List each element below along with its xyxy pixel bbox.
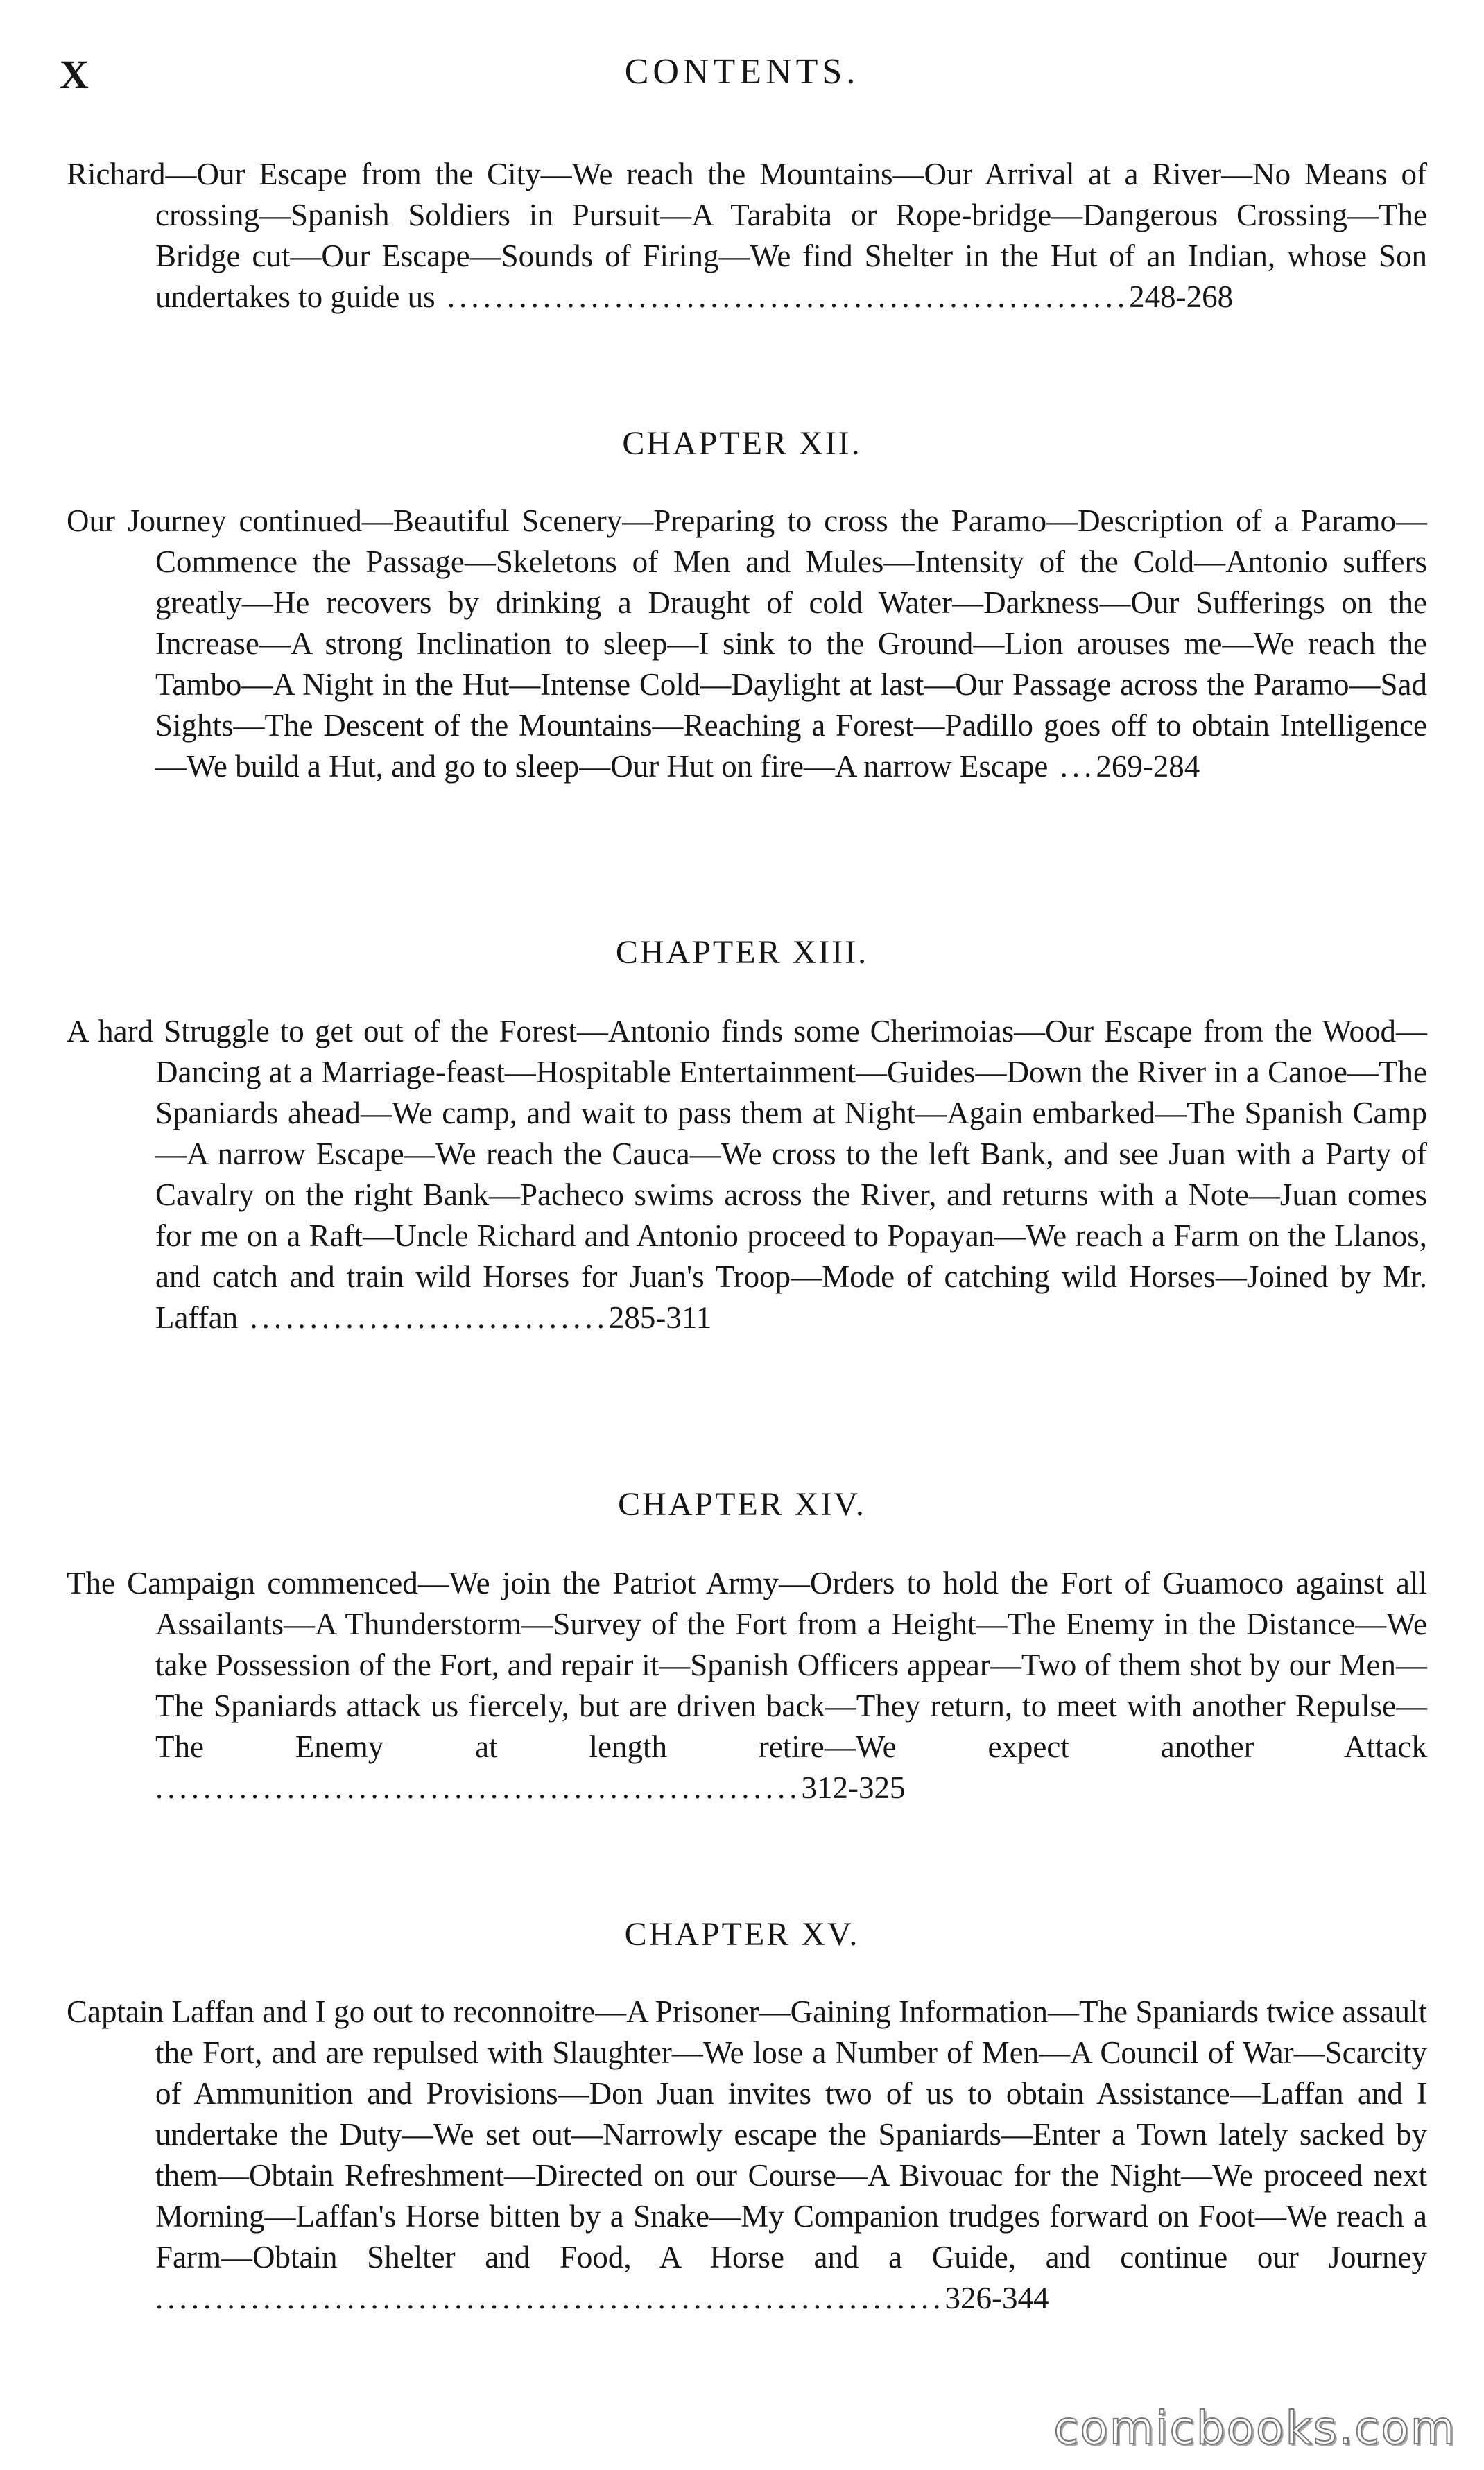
entry-summary: The Campaign commenced—We join the Patriot Army—Orders to hold the Fort of Guamoco against all Assailants—A Thunderstorm—Survey of the Fort from a Height—The Enemy in the Distance—We take Possession of the Fort, and repair it—Spanish Officers appear—Two of them shot by our Men—The Spaniards attack us fiercely, but are driven back—They return, to meet with another Repulse—The Enemy at length retire—We expect another Attack (67, 1566, 1427, 1764)
dot-leader: .................................................................. (155, 2281, 945, 2315)
running-title: CONTENTS. (624, 52, 860, 92)
page-number: X (60, 52, 90, 97)
entry-pages: 326-344 (944, 2281, 1049, 2315)
chapter-12-heading-row (0, 424, 1484, 463)
dot-leader: ... (1048, 749, 1096, 784)
chapter-heading: CHAPTER XV. (624, 1916, 860, 1953)
dot-leader: .............................. (238, 1300, 609, 1335)
chapter-heading: CHAPTER XII. (622, 425, 862, 462)
chapter-15-entry (67, 1992, 1427, 2319)
chapter-13-entry (67, 1011, 1427, 1338)
watermark-logo: comicbooks.com (1053, 2401, 1456, 2455)
entry-summary: Richard—Our Escape from the City—We reach the Mountains—Our Arrival at a River—No Means of crossing—Spanish Soldiers in Pursuit—A Tarabita or Rope-bridge—Dangerous Crossing—The Bridge cut—Our Escape—Sounds of Firing—We find Shelter in the Hut of an Indian, whose Son undertakes to guide us (67, 157, 1427, 314)
entry-summary: Our Journey continued—Beautiful Scenery—Preparing to cross the Paramo—Description of a Paramo—Commence the Passage—Skeletons of Men and Mules—Intensity of the Cold—Antonio suffers greatly—He recovers by drinking a Draught of cold Water—Darkness—Our Sufferings on the Increase—A strong Inclination to sleep—I sink to the Ground—Lion arouses me—We reach the Tambo—A Night in the Hut—Intense Cold—Daylight at last—Our Passage across the Paramo—Sad Sights—The Descent of the Mountains—Reaching a Forest—Padillo goes off to obtain Intelligence—We build a Hut, and go to sleep—Our Hut on fire—A narrow Escape (67, 503, 1427, 784)
chapter-15-heading-row (0, 1915, 1484, 1953)
dot-leader: ...................................................... (155, 1770, 802, 1805)
chapter-14-heading-row (0, 1485, 1484, 1523)
chapter-12-entry (67, 501, 1427, 787)
entry-pages: 248-268 (1129, 279, 1234, 314)
chapter-heading: CHAPTER XIV. (618, 1486, 866, 1523)
entry-pages: 312-325 (801, 1770, 906, 1805)
page-header (0, 51, 1484, 107)
entry-pages: 269-284 (1096, 749, 1200, 784)
entry-pages: 285-311 (608, 1300, 712, 1335)
entry-summary: A hard Struggle to get out of the Forest—Antonio finds some Cherimoias—Our Escape from the Wood—Dancing at a Marriage-feast—Hospitable Entertainment—Guides—Down the River in a Canoe—The Spaniards ahead—We camp, and wait to pass them at Night—Again embarked—The Spanish Camp—A narrow Escape—We reach the Cauca—We cross to the left Bank, and see Juan with a Party of Cavalry on the right Bank—Pacheco swims across the River, and returns with a Note—Juan comes for me on a Raft—Uncle Richard and Antonio proceed to Popayan—We reach a Farm on the Llanos, and catch and train wild Horses for Juan's Troop—Mode of catching wild Horses—Joined by Mr. Laffan (67, 1014, 1427, 1335)
chapter-heading: CHAPTER XIII. (615, 934, 869, 971)
entry-summary: Captain Laffan and I go out to reconnoitre—A Prisoner—Gaining Information—The Spaniards twice assault the Fort, and are repulsed with Slaughter—We lose a Number of Men—A Council of War—Scarcity of Ammunition and Provisions—Don Juan invites two of us to obtain Assistance—Laffan and I undertake the Duty—We set out—Narrowly escape the Spaniards—Enter a Town lately sacked by them—Obtain Refreshment—Directed on our Course—A Bivouac for the Night—We proceed next Morning—Laffan's Horse bitten by a Snake—My Companion trudges forward on Foot—We reach a Farm—Obtain Shelter and Food, A Horse and a Guide, and continue our Journey (67, 1994, 1427, 2274)
dot-leader: ......................................................... (435, 279, 1130, 314)
continued-chapter-entry (67, 154, 1427, 318)
chapter-13-heading-row (0, 933, 1484, 971)
chapter-14-entry (67, 1563, 1427, 1808)
